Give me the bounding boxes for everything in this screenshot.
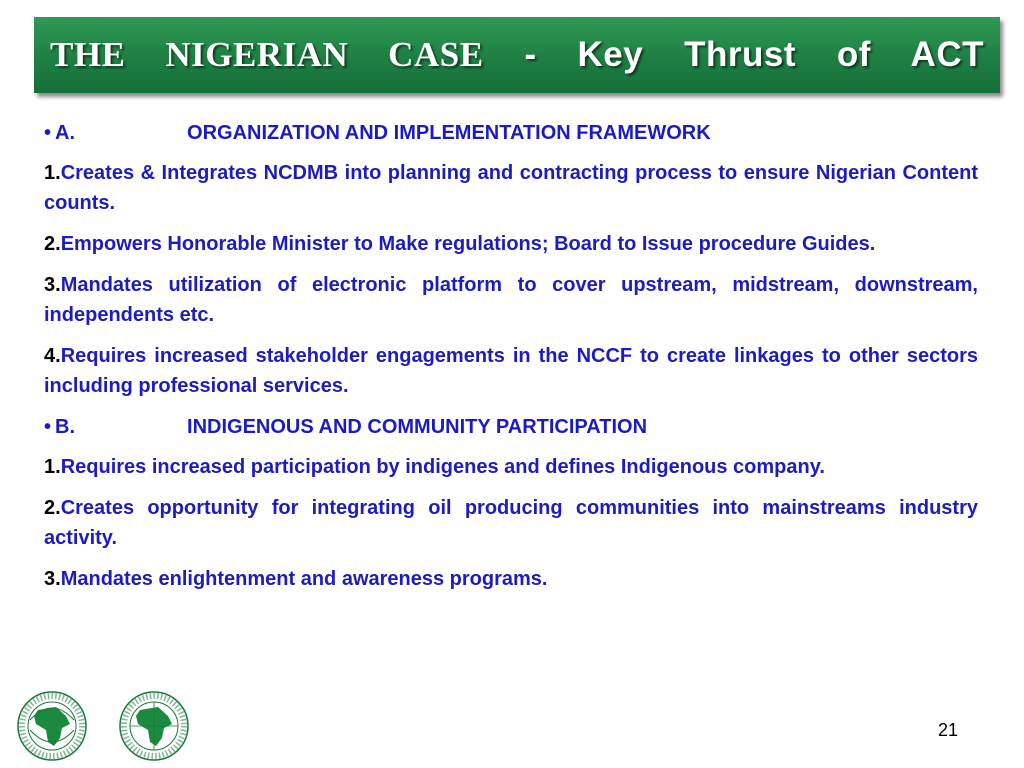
item-text: Mandates enlightenment and awareness programs.: [60, 568, 548, 590]
slide-content: [44, 118, 978, 605]
title-part-1: THE NIGERIAN CASE: [50, 35, 484, 74]
item-text: Requires increased participation by indigenes and defines Indigenous company.: [60, 456, 825, 478]
section-letter: B.: [55, 416, 76, 438]
section-title: ORGANIZATION AND IMPLEMENTATION FRAMEWORK: [187, 122, 711, 144]
item-number: 4.: [44, 345, 61, 367]
bullet: •: [44, 416, 52, 438]
item-number: 2.: [44, 497, 61, 519]
afdb-logo-icon: [4, 690, 194, 762]
logos: [4, 690, 194, 762]
section-b-heading: [44, 412, 978, 442]
item-text: Creates opportunity for integrating oil producing communities into mainstreams industry activity.: [44, 497, 978, 549]
item-number: 1.: [44, 162, 61, 184]
list-item: [44, 270, 978, 330]
list-item: [44, 341, 978, 401]
section-letter: A.: [55, 122, 76, 144]
list-item: [44, 158, 978, 218]
list-item: [44, 452, 978, 482]
bullet: •: [44, 122, 52, 144]
item-number: 3.: [44, 568, 61, 590]
title-bar: [34, 17, 1000, 93]
item-number: 2.: [44, 233, 61, 255]
item-text: Requires increased stakeholder engagements in the NCCF to create linkages to other sectors including professional services.: [44, 345, 978, 397]
list-item: [44, 564, 978, 594]
page-number: 21: [938, 720, 959, 740]
section-a-heading: [44, 118, 978, 148]
title-part-2: - Key Thrust of ACT: [524, 35, 984, 74]
item-number: 3.: [44, 274, 61, 296]
section-title: INDIGENOUS AND COMMUNITY PARTICIPATION: [187, 416, 648, 438]
item-text: Mandates utilization of electronic platform to cover upstream, midstream, downstream, independents etc.: [44, 274, 978, 326]
afdf-logo-icon: [120, 692, 188, 760]
list-item: [44, 229, 978, 259]
item-number: 1.: [44, 456, 61, 478]
slide-title: [50, 35, 984, 75]
item-text: Empowers Honorable Minister to Make regulations; Board to Issue procedure Guides.: [60, 233, 876, 255]
list-item: [44, 493, 978, 553]
item-text: Creates & Integrates NCDMB into planning and contracting process to ensure Nigerian Content counts.: [44, 162, 978, 214]
